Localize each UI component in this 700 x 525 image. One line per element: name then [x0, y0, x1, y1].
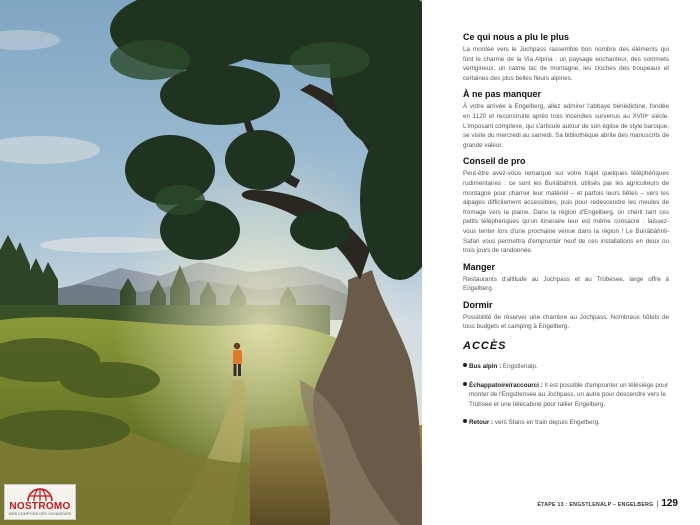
section-body: La montée vers le Jochpass rassemble bon nombre des éléments qui font le charme de la Via Alpina : un paysage enchanteur, des sommets vertigineux, un calme lac de montagne, les cloches des troupeaux et certaines des plus belles fleurs alpines.	[463, 46, 669, 82]
bullet-icon	[463, 363, 467, 367]
section-body: Possibilité de réserver une chambre au Jochpass. Nombreux hôtels de tous budgets et camping à Engelberg.	[463, 313, 669, 331]
section-eat	[463, 262, 669, 294]
globe-emblem-icon	[26, 487, 54, 501]
acces-item-bus	[463, 362, 669, 372]
page-footer	[537, 498, 678, 509]
logo-tagline: WEB COMPTOIR DES VOYAGEURS	[8, 512, 72, 516]
acces-text: Engstlenalp.	[501, 363, 538, 371]
acces-heading: ACCÈS	[463, 340, 507, 353]
section-heading: Conseil de pro	[463, 156, 526, 167]
acces-label: Retour :	[469, 419, 494, 427]
acces-label: Bus alpin :	[469, 363, 502, 371]
bullet-icon	[463, 382, 467, 386]
acces-text: Il est possible d'emprunter un télésiège pour monter de l'Engstlensee au Jochpass, un autre pour descendre vers le Trübsee et une télécabine pour rallier Engelberg.	[469, 381, 668, 408]
bullet-icon	[463, 419, 467, 423]
acces-item-shortcut	[463, 381, 669, 410]
footer-separator: |	[656, 501, 659, 508]
stage-title: ÉTAPE 13 : ENGSTLENALP – ENGELBERG	[537, 502, 654, 508]
section-heading: À ne pas manquer	[463, 89, 542, 100]
section-heading: Manger	[463, 261, 496, 272]
acces-label: Échappatoire/raccourci :	[469, 381, 543, 389]
page-number: 129	[661, 498, 678, 509]
section-heading: Dormir	[463, 299, 493, 310]
section-body: Restaurants d'altitude au Jochpass et au Trübesee, large offre à Engelberg.	[463, 275, 669, 293]
section-body: Peut-être avez-vous remarqué sur votre trajet quelques téléphériques rudimentaires : ce sont les Buiräbähnli, utilisés par les agriculteurs de montagne pour charrier leur matériel – et parfois leurs bêtes – vers les alpages difficilement accessibles, puis pour redescendre les meules de fromage vers la plaine. Dans la région d'Engelberg, on chérit tant ces petits téléphériques qu'un itinéraire leur est même consacré : laissez-vous tenter lors d'une prochaine venue dans la région ! Le Buiräbähnli-Safari vous permettra d'emprunter neuf de ces installations en deux ou trois jours de randonnée.	[463, 170, 669, 255]
acces-text: vers Stans en train depuis Engelberg.	[493, 419, 600, 427]
section-pro-tip	[463, 156, 669, 255]
acces-item-return	[463, 418, 669, 428]
section-heading: Ce qui nous a plu le plus	[463, 32, 570, 42]
nostromo-logo	[4, 484, 76, 520]
section-not-to-miss	[463, 89, 669, 150]
section-favorite	[463, 32, 669, 83]
section-sleep	[463, 300, 669, 332]
logo-brand: NOSTROMO	[9, 501, 71, 512]
section-body: À votre arrivée à Engelberg, allez admirer l'abbaye bénédictine, fondée en 1120 et reconstruite après trois incendies survenus au XVIIIᵉ siècle. L'imposant complexe, qui s'articule autour de son église de style baroque, se visite du mercredi au samedi. Sa bibliothèque abrite des manuscrits de grande valeur.	[463, 103, 669, 149]
text-column	[463, 32, 669, 437]
